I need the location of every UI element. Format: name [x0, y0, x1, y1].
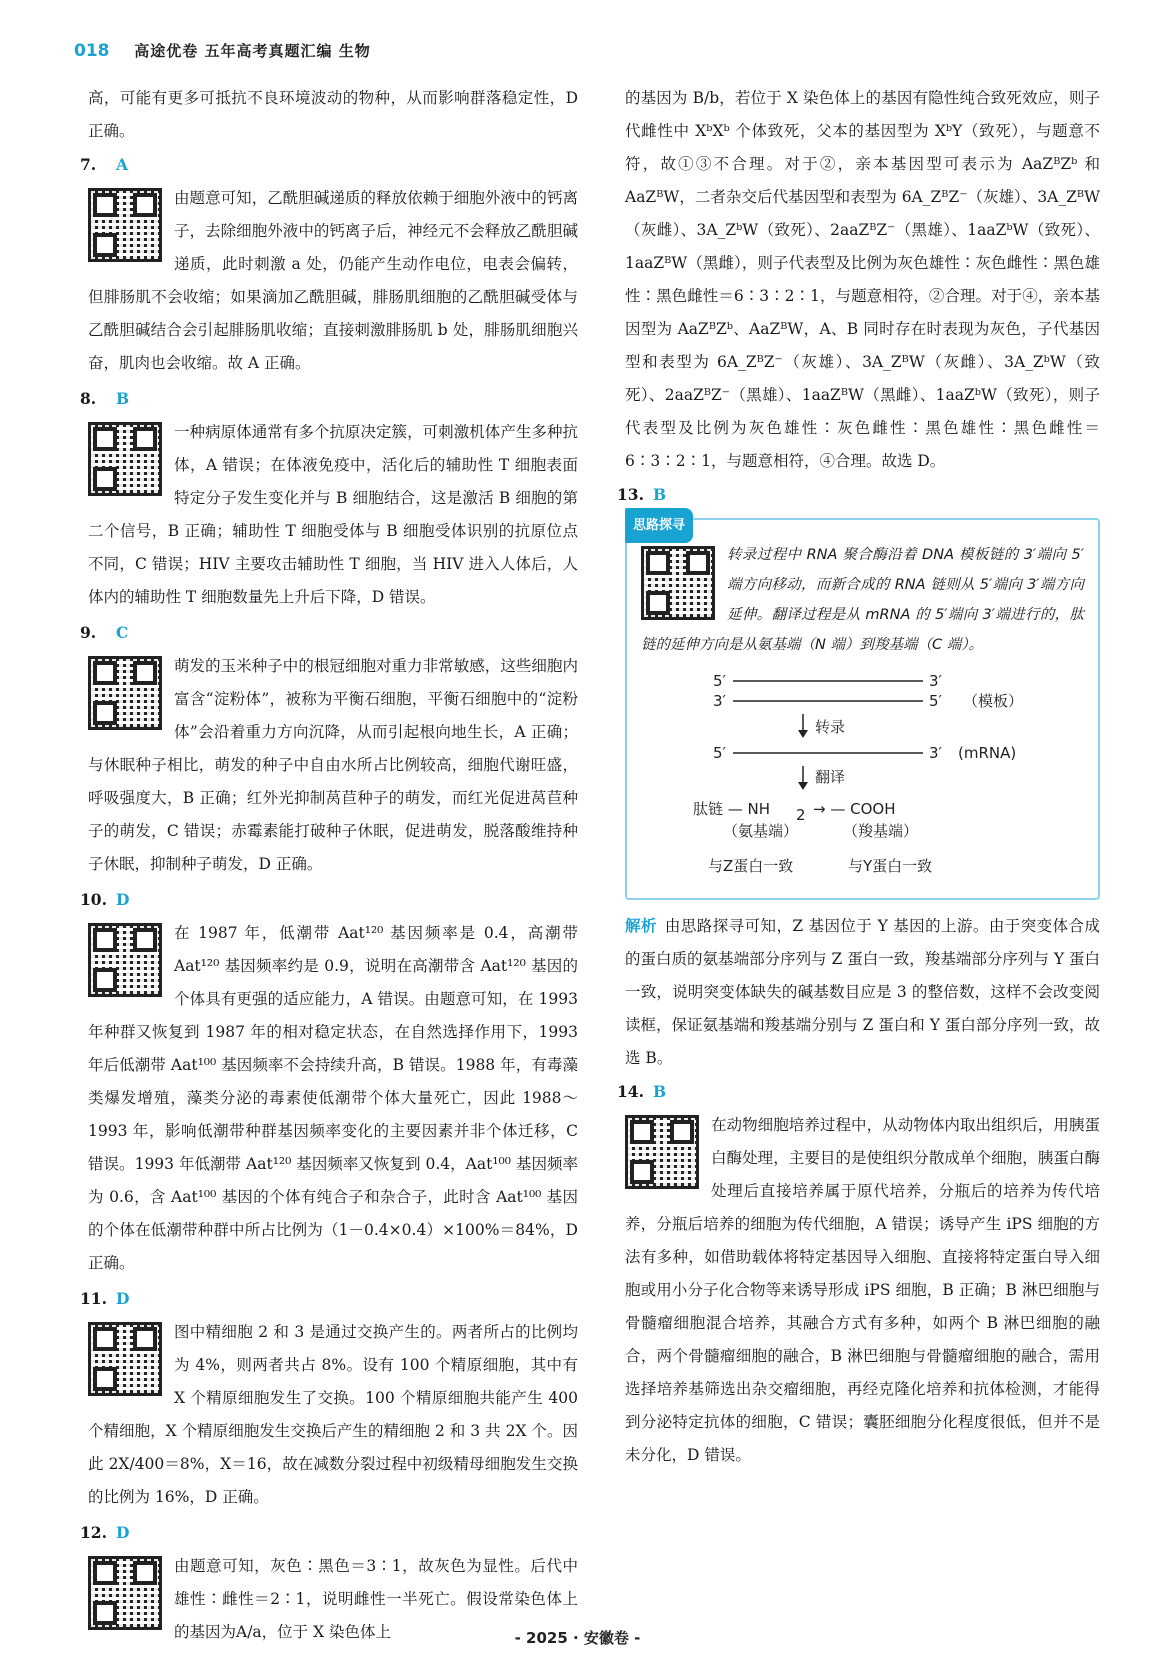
answer-letter: D: [116, 1289, 130, 1308]
question-number: 8.: [80, 389, 97, 408]
arrow-down-icon: [798, 782, 808, 790]
thinking-box: [625, 518, 1100, 900]
question-explanation: 在动物细胞培养过程中，从动物体内取出组织后，用胰蛋白酶处理，主要目的是使组织分散成单个细胞，胰蛋白酶处理后直接培养属于原代培养，分瓶后的培养为传代培养，分瓶后培养的细胞为传代细胞，A 错误；诱导产生 iPS 细胞的方法有多种，如借助载体将特定基因导入细胞、直接将特定蛋白导入细胞或用小分子化合物等来诱导形成 iPS 细胞，B 正确；B 淋巴细胞与骨髓瘤细胞混合培养，其融合方式有多种，如两个 B 淋巴细胞的融合，两个骨髓瘤细胞的融合，B 淋巴细胞与骨髓瘤细胞的融合，需用选择培养基筛选出杂交瘤细胞，再经克隆化培养和抗体检测，才能得到分泌特定抗体的细胞，C 错误；囊胚细胞分化程度很低，但并不是未分化，D 错误。: [625, 1116, 1100, 1464]
question-number: 12.: [80, 1523, 107, 1542]
mid-strand-5-label: 5′: [928, 692, 942, 710]
y-protein-match: 与Y蛋白一致: [847, 857, 932, 875]
qr-code-icon[interactable]: [625, 1115, 699, 1189]
qr-code-icon[interactable]: [88, 656, 162, 730]
answer-letter: B: [653, 1082, 667, 1101]
mrna-5-label: 5′: [712, 744, 726, 762]
qr-code-icon[interactable]: [641, 546, 715, 620]
analysis-paragraph: [625, 910, 1100, 1075]
intro-paragraph: 高，可能有更多可抵抗不良环境波动的物种，从而影响群落稳定性，D 正确。: [88, 89, 578, 140]
question-number: 10.: [80, 890, 107, 909]
peptide-label: 肽链 — NH: [692, 800, 770, 818]
answer-letter: C: [116, 623, 129, 642]
question-explanation: 在 1987 年，低潮带 Aat¹²⁰ 基因频率是 0.4，高潮带 Aat¹²⁰ 基因频率约是 0.9，说明在高潮带含 Aat¹²⁰ 基因的个体具有更强的适应能力，A 错误。由题意可知，在 1993 年种群又恢复到 1987 年的相对稳定状态，在自然选择作用下，1993 年后低潮带 Aat¹⁰⁰ 基因频率不会持续升高，B 错误。1988 年，有毒藻类爆发增殖，藻类分泌的毒素使低潮带个体大量死亡，因此 1988～1993 年，影响低潮带种群基因频率变化的主要因素并非个体迁移，C 错误。1993 年低潮带 Aat¹²⁰ 基因频率又恢复到 0.4，Aat¹⁰⁰ 基因频率为 0.6，含 Aat¹⁰⁰ 基因的个体有纯合子和杂合子，此时含 Aat¹⁰⁰ 基因的个体在低潮带种群中所占比例为（1－0.4×0.4）×100%＝84%，D 正确。: [88, 924, 578, 1272]
nh2-subscript: 2: [795, 806, 806, 824]
qr-code-icon[interactable]: [88, 1556, 162, 1630]
mrna-label: (mRNA): [957, 744, 1016, 762]
question-explanation: 萌发的玉米种子中的根冠细胞对重力非常敏感，这些细胞内富含“淀粉体”，被称为平衡石细胞，平衡石细胞中的“淀粉体”会沿着重力方向沉降，从而引起根向地生长，A 正确；与休眠种子相比，萌发的种子中自由水所占比例较高，细胞代谢旺盛，呼吸强度大，B 正确；红外光抑制莴苣种子的萌发，而红光促进莴苣种子的萌发，C 错误；赤霉素能打破种子休眠，促进萌发，脱落酸维持种子休眠，抑制种子萌发，D 正确。: [88, 657, 578, 873]
transcription-translation-diagram: [653, 666, 1073, 886]
question-explanation: 图中精细胞 2 和 3 是通过交换产生的。两者所占的比例均为 4%，则两者共占 8%。设有 100 个精原细胞，其中有 X 个精原细胞发生了交换。100 个精原细胞共能产生 400 个精细胞，X 个精原细胞发生交换后产生的精细胞 2 和 3 共 2X 个。因此 2X/400＝8%，X＝16，故在减数分裂过程中初级精母细胞发生交换的比例为 16%，D 正确。: [88, 1323, 578, 1506]
question-explanation: 由题意可知，灰色∶黑色＝3∶1，故灰色为显性。后代中雄性∶雌性＝2∶1，说明雌性一半死亡。假设常染色体上的基因为A/a，位于 X 染色体上: [174, 1557, 578, 1641]
transcription-label: 转录: [814, 718, 845, 736]
question-number: 11.: [80, 1289, 107, 1308]
question-13: [617, 478, 1100, 512]
top-strand-3-label: 3′: [928, 672, 942, 690]
question-explanation: 由题意可知，乙酰胆碱递质的释放依赖于细胞外液中的钙离子，去除细胞外液中的钙离子后，神经元不会释放乙酰胆碱递质，此时刺激 a 处，仍能产生动作电位，电表会偏转，但腓肠肌不会收缩；如果滴加乙酰胆碱，腓肠肌细胞的乙酰胆碱受体与乙酰胆碱结合会引起腓肠肌收缩；直接刺激腓肠肌 b 处，腓肠肌细胞兴奋，肌肉也会收缩。故 A 正确。: [88, 189, 578, 372]
arrow-down-icon: [798, 730, 808, 738]
answer-letter: D: [116, 890, 130, 909]
question-9: [80, 616, 578, 881]
mrna-3-label: 3′: [928, 744, 942, 762]
question-8: [80, 382, 578, 614]
question-11: [80, 1282, 578, 1514]
page-number: 018: [74, 41, 110, 61]
qr-code-icon[interactable]: [88, 188, 162, 262]
peptide-cooh: → — COOH: [812, 800, 895, 818]
z-protein-match: 与Z蛋白一致: [707, 857, 793, 875]
question-10: [80, 883, 578, 1280]
left-column: [80, 82, 578, 1651]
qr-code-icon[interactable]: [88, 422, 162, 496]
book-title: 高途优卷 五年高考真题汇编 生物: [134, 42, 371, 60]
page-footer: - 2025 · 安徽卷 -: [514, 1629, 641, 1647]
template-label: （模板）: [962, 692, 1023, 710]
mid-strand-3-label: 3′: [712, 692, 726, 710]
analysis-label: 解析: [625, 917, 657, 935]
question-number: 14.: [617, 1082, 644, 1101]
box-text: 转录过程中 RNA 聚合酶沿着 DNA 模板链的 3′端向 5′端方向移动，而新合成的 RNA 链则从 5′端向 3′端方向延伸。翻译过程是从 mRNA 的 5′端向 3′端进行的，肽链的延伸方向是从氨基端（N 端）到羧基端（C 端）。: [641, 547, 1084, 653]
answer-letter: B: [116, 389, 130, 408]
carboxyl-terminus-label: （羧基端）: [842, 822, 918, 840]
analysis-text: 由思路探寻可知，Z 基因位于 Y 基因的上游。由于突变体合成的蛋白质的氨基端部分序列与 Z 蛋白一致，羧基端部分序列与 Y 蛋白一致，说明突变体缺失的碱基数目应是 3 的整倍数，这样不会改变阅读框，保证氨基端和羧基端分别与 Z 蛋白和 Y 蛋白部分序列一致，故选 B。: [625, 917, 1100, 1067]
translation-label: 翻译: [814, 768, 845, 786]
question-12-continued: 的基因为 B/b，若位于 X 染色体上的基因有隐性纯合致死效应，则子代雌性中 XᵇXᵇ 个体致死，父本的基因型为 XᵇY（致死），与题意不符，故①③不合理。对于②，亲本基因型可表示为 AaZᴮZᵇ 和 AaZᴮW，二者杂交后代基因型和表型为 6A_ZᴮZ⁻（灰雄）、3A_ZᴮW（灰雌）、3A_ZᵇW（致死）、2aaZᴮZ⁻（黑雄）、1aaZᵇW（致死）、1aaZᴮW（黑雌），则子代表型及比例为灰色雄性∶灰色雌性∶黑色雄性∶黑色雌性＝6∶3∶2∶1，与题意相符，②合理。对于④，亲本基因型为 AaZᴮZᵇ、AaZᴮW，A、B 同时存在时表现为灰色，子代基因型和表型为 6A_ZᴮZ⁻（灰雄）、3A_ZᴮW（灰雌）、3A_ZᵇW（致死）、2aaZᴮZ⁻（黑雄）、1aaZᴮW（黑雌）、1aaZᵇW（致死），则子代表型及比例为灰色雄性∶灰色雌性∶黑色雄性∶黑色雌性＝6∶3∶2∶1，与题意相符，④合理。故选 D。: [625, 89, 1100, 470]
question-number: 13.: [617, 485, 644, 504]
question-7: [80, 148, 578, 380]
question-number: 9.: [80, 623, 97, 642]
right-column: [617, 82, 1100, 1474]
answer-letter: B: [653, 485, 667, 504]
qr-code-icon[interactable]: [88, 923, 162, 997]
amino-terminus-label: （氨基端）: [722, 822, 798, 840]
qr-code-icon[interactable]: [88, 1322, 162, 1396]
page-header: [74, 40, 1094, 70]
box-tag: 思路探寻: [625, 508, 693, 543]
answer-letter: D: [116, 1523, 130, 1542]
question-explanation: 一种病原体通常有多个抗原决定簇，可刺激机体产生多种抗体，A 错误；在体液免疫中，活化后的辅助性 T 细胞表面特定分子发生变化并与 B 细胞结合，这是激活 B 细胞的第二个信号，B 正确；辅助性 T 细胞受体与 B 细胞受体识别的抗原位点不同，C 错误；HIV 主要攻击辅助性 T 细胞，当 HIV 进入人体后，人体内的辅助性 T 细胞数量先上升后下降，D 错误。: [88, 423, 578, 606]
question-number: 7.: [80, 155, 97, 174]
top-strand-5-label: 5′: [712, 672, 726, 690]
question-14: [617, 1075, 1100, 1472]
answer-letter: A: [116, 155, 129, 174]
